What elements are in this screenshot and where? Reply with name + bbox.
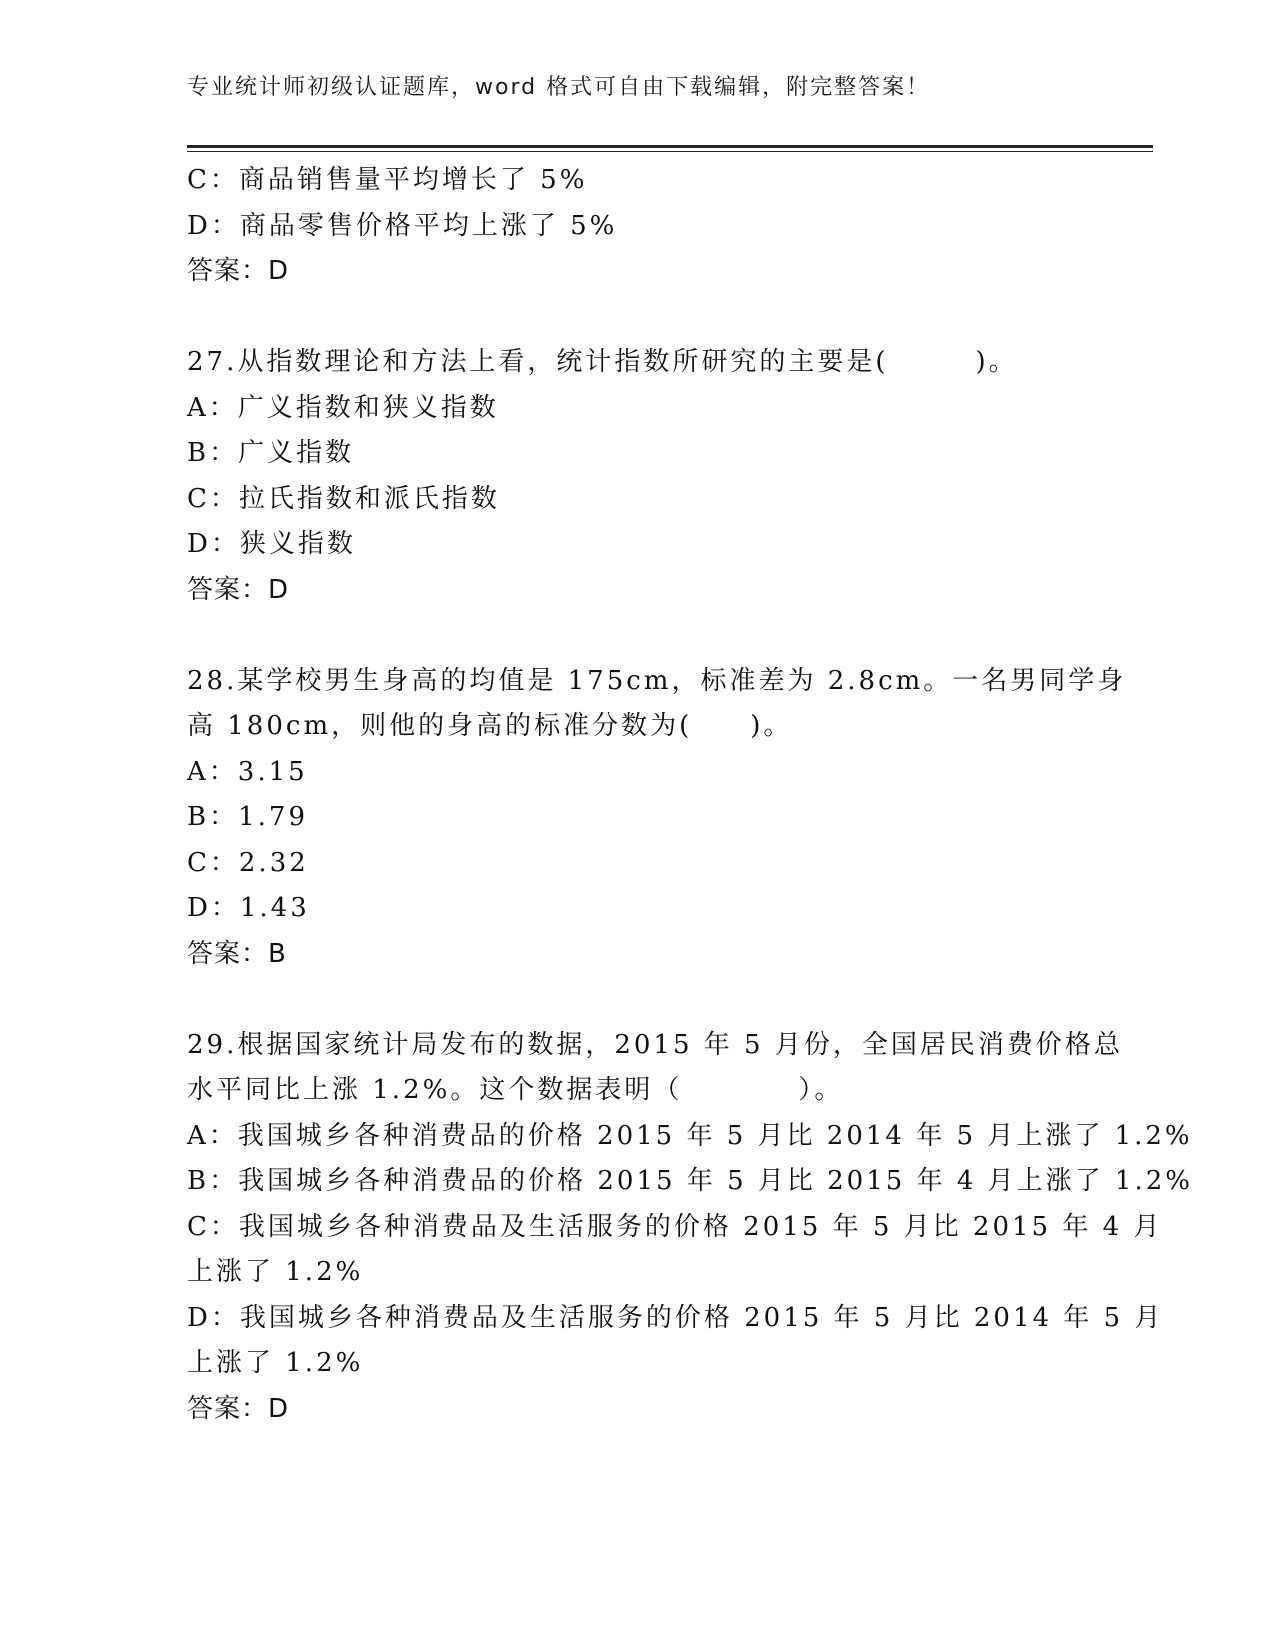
header-divider-thick <box>187 145 1153 148</box>
option-a: A：广义指数和狭义指数 <box>187 392 499 423</box>
option-d: D：我国城乡各种消费品及生活服务的价格 2015 年 5 月比 2014 年 5 月 <box>187 1302 1164 1333</box>
option-d-continued: 上涨了 1.2% <box>187 1348 364 1378</box>
document-body <box>187 158 1193 1432</box>
answer-line: 答案：D <box>187 574 290 605</box>
option-d: D：狭义指数 <box>187 529 356 559</box>
option-b: B：我国城乡各种消费品的价格 2015 年 5 月比 2015 年 4 月上涨了 1.2% <box>187 1166 1193 1196</box>
spacer <box>187 295 1107 341</box>
question-stem-continued: 高 180cm，则他的身高的标准分数为( )。 <box>187 711 793 741</box>
option-d: D：商品零售价格平均上涨了 5% <box>187 210 618 241</box>
header-divider-thin <box>187 151 1153 152</box>
answer-line: 答案：B <box>187 938 287 969</box>
question-28 <box>187 659 1127 978</box>
option-b: B：1.79 <box>187 802 308 832</box>
question-stem-continued: 水平同比上涨 1.2%。这个数据表明（ ）。 <box>187 1075 844 1105</box>
continued-question <box>187 158 1107 295</box>
option-a: A：3.15 <box>187 756 308 787</box>
answer-line: 答案：D <box>187 256 290 286</box>
option-c-continued: 上涨了 1.2% <box>187 1257 364 1287</box>
option-a: A：我国城乡各种消费品的价格 2015 年 5 月比 2014 年 5 月上涨了 1.2% <box>187 1120 1193 1151</box>
question-27 <box>187 340 1107 613</box>
option-d: D：1.43 <box>187 893 310 923</box>
option-c: C：2.32 <box>187 847 309 878</box>
question-stem: 27.从指数理论和方法上看，统计指数所研究的主要是( )。 <box>187 347 1018 377</box>
question-stem: 29.根据国家统计局发布的数据，2015 年 5 月份，全国居民消费价格总 <box>187 1029 1123 1060</box>
option-c: C：我国城乡各种消费品及生活服务的价格 2015 年 5 月比 2015 年 4 月 <box>187 1211 1163 1242</box>
answer-line: 答案：D <box>187 1393 290 1424</box>
option-c: C：商品销售量平均增长了 5% <box>187 165 588 195</box>
option-c: C：拉氏指数和派氏指数 <box>187 483 500 514</box>
question-stem: 28.某学校男生身高的均值是 175cm，标准差为 2.8cm。一名男同学身 <box>187 665 1127 696</box>
page-header: 专业统计师初级认证题库，word 格式可自由下载编辑，附完整答案！ <box>187 75 931 100</box>
spacer <box>187 613 1107 659</box>
option-b: B：广义指数 <box>187 438 355 468</box>
spacer <box>187 977 1107 1023</box>
question-29 <box>187 1023 1193 1433</box>
